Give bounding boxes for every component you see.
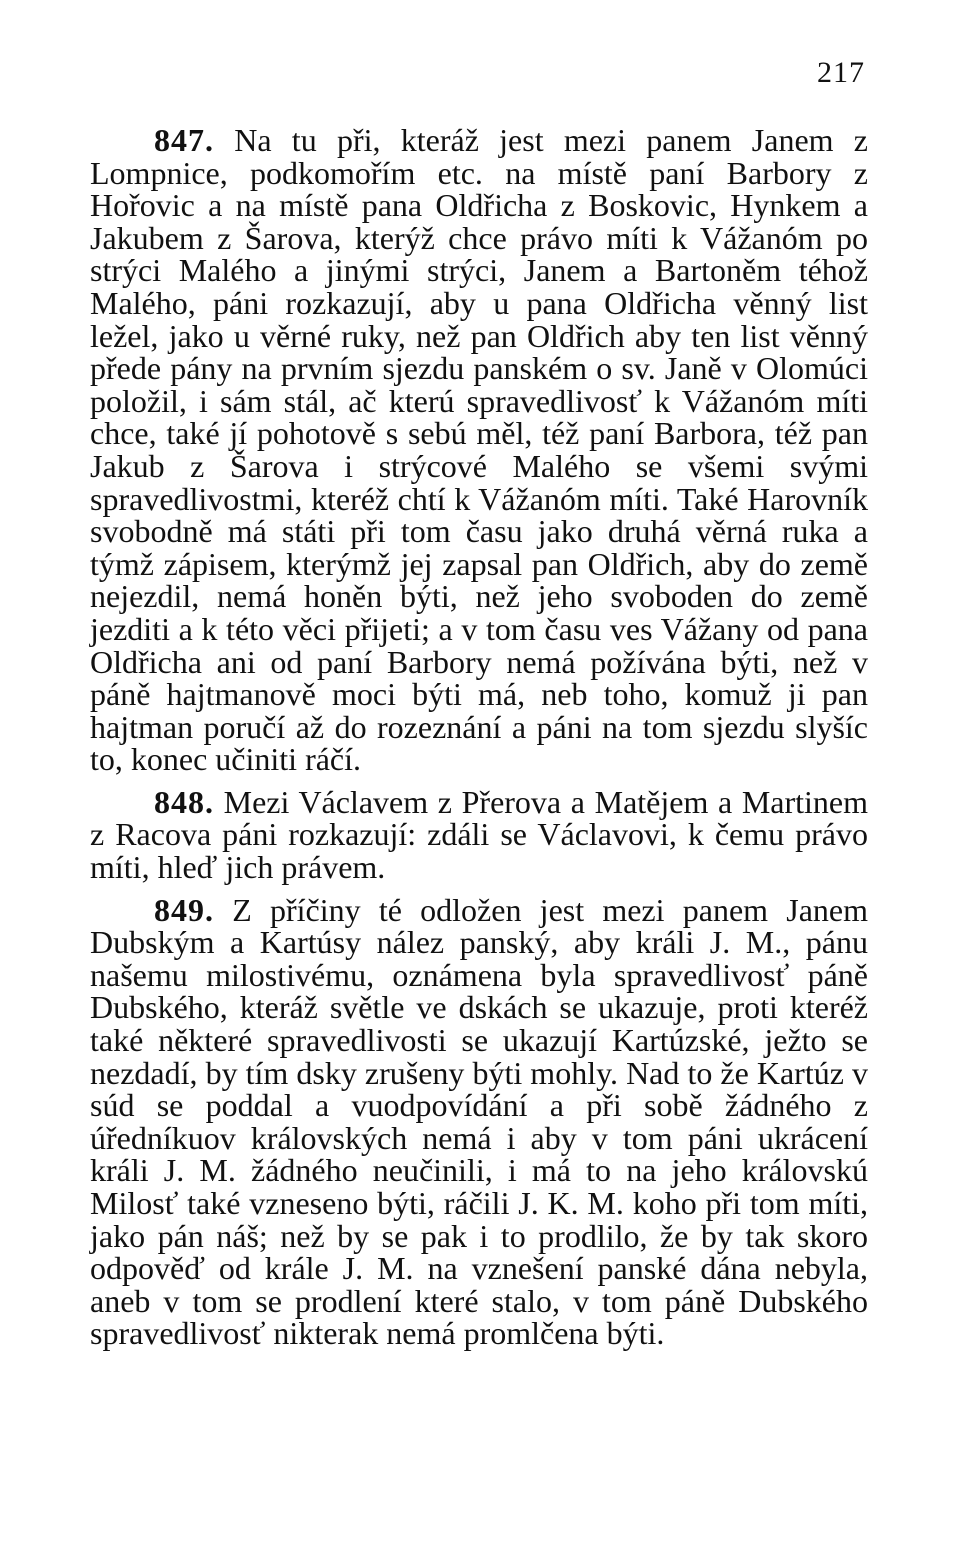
paragraph-text: Z příčiny té odložen jest mezi panem Janem Dubským a Kartúsy nález panský, aby králi J. M., pánu našemu milostivému, oznámena byla spravedlivosť páně Dubského, kteráž světle ve dskách se ukazuje, proti kteréž také některé spravedlivosti se ukazují Kartúzské, ježto se nezdadí, by tím dsky zrušeny býti mohly. Nad to že Kartúz v súd se poddal a vuodpovídání a při sobě žádného z úředníkuov královských nemá i aby v tom páni ukrácení králi J. M. žádného neučinili, i má to na jeho královskú Milosť také vzneseno býti, ráčili J. K. M. koho při tom míti, jako pán náš; než by se pak i to prodlilo, že by tak skoro odpověď od krále J. M. na vznešení panské dána nebyla, aneb v tom se prodlení které stalo, v tom páně Dubského spravedlivosť nikterak nemá promlčena býti. <box>90 891 868 1352</box>
paragraph-number: 849. <box>154 891 214 928</box>
paragraph-number: 847. <box>154 122 214 158</box>
paragraph-number: 848. <box>154 783 214 820</box>
text-block <box>90 124 868 1360</box>
page-number: 217 <box>817 56 865 89</box>
paragraph-848 <box>90 783 869 886</box>
paragraph-849 <box>90 891 868 1352</box>
paragraph-text: Na tu při, kteráž jest mezi panem Janem z Lompnice, podkomořím etc. na místě paní Barbory z Hořovic a na místě pana Oldřicha z Boskovic, Hynkem a Jakubem z Šarova, kterýž chce právo míti k Vážanóm po strýci Malého a jinými strýci, Janem a Bartoněm téhož Malého, páni rozkazují, aby u pana Oldřicha věnný list ležel, jako u věrné ruky, než pan Oldřich aby ten list věnný přede pány na prvním sjezdu panském o sv. Janě v Olomúci položil, i sám stál, ač kterú spravedlivosť k Vážanóm míti chce, také jí pohotově s sebú měl, též paní Barbora, též pan Jakub z Šarova i strýcové Malého se všemi svými spravedlivostmi, kteréž chtí k Vážanóm míti. Také Harovník svobodně má státi při tom času jako druhá věrná ruka a týmž zápisem, kterýmž jej zapsal pan Oldřich, aby do země nejezdil, nemá honěn býti, než jeho svoboden do země jezditi a k této věci přijeti; a v tom času ves Vážany od pana Oldřicha ani od paní Barbory nemá požívána býti, než v páně hajtmanově moci býti má, neb toho, komuž ji pan hajtman poručí až do rozeznání a páni na tom sjezdu slyšíc to, konec učiniti ráčí. <box>90 122 869 778</box>
paragraph-text: Mezi Václavem z Přerova a Matějem a Martinem z Racova páni rozkazují: zdáli se Václavovi, k čemu právo míti, hleď jich právem. <box>90 783 869 886</box>
paragraph-847 <box>90 124 868 776</box>
